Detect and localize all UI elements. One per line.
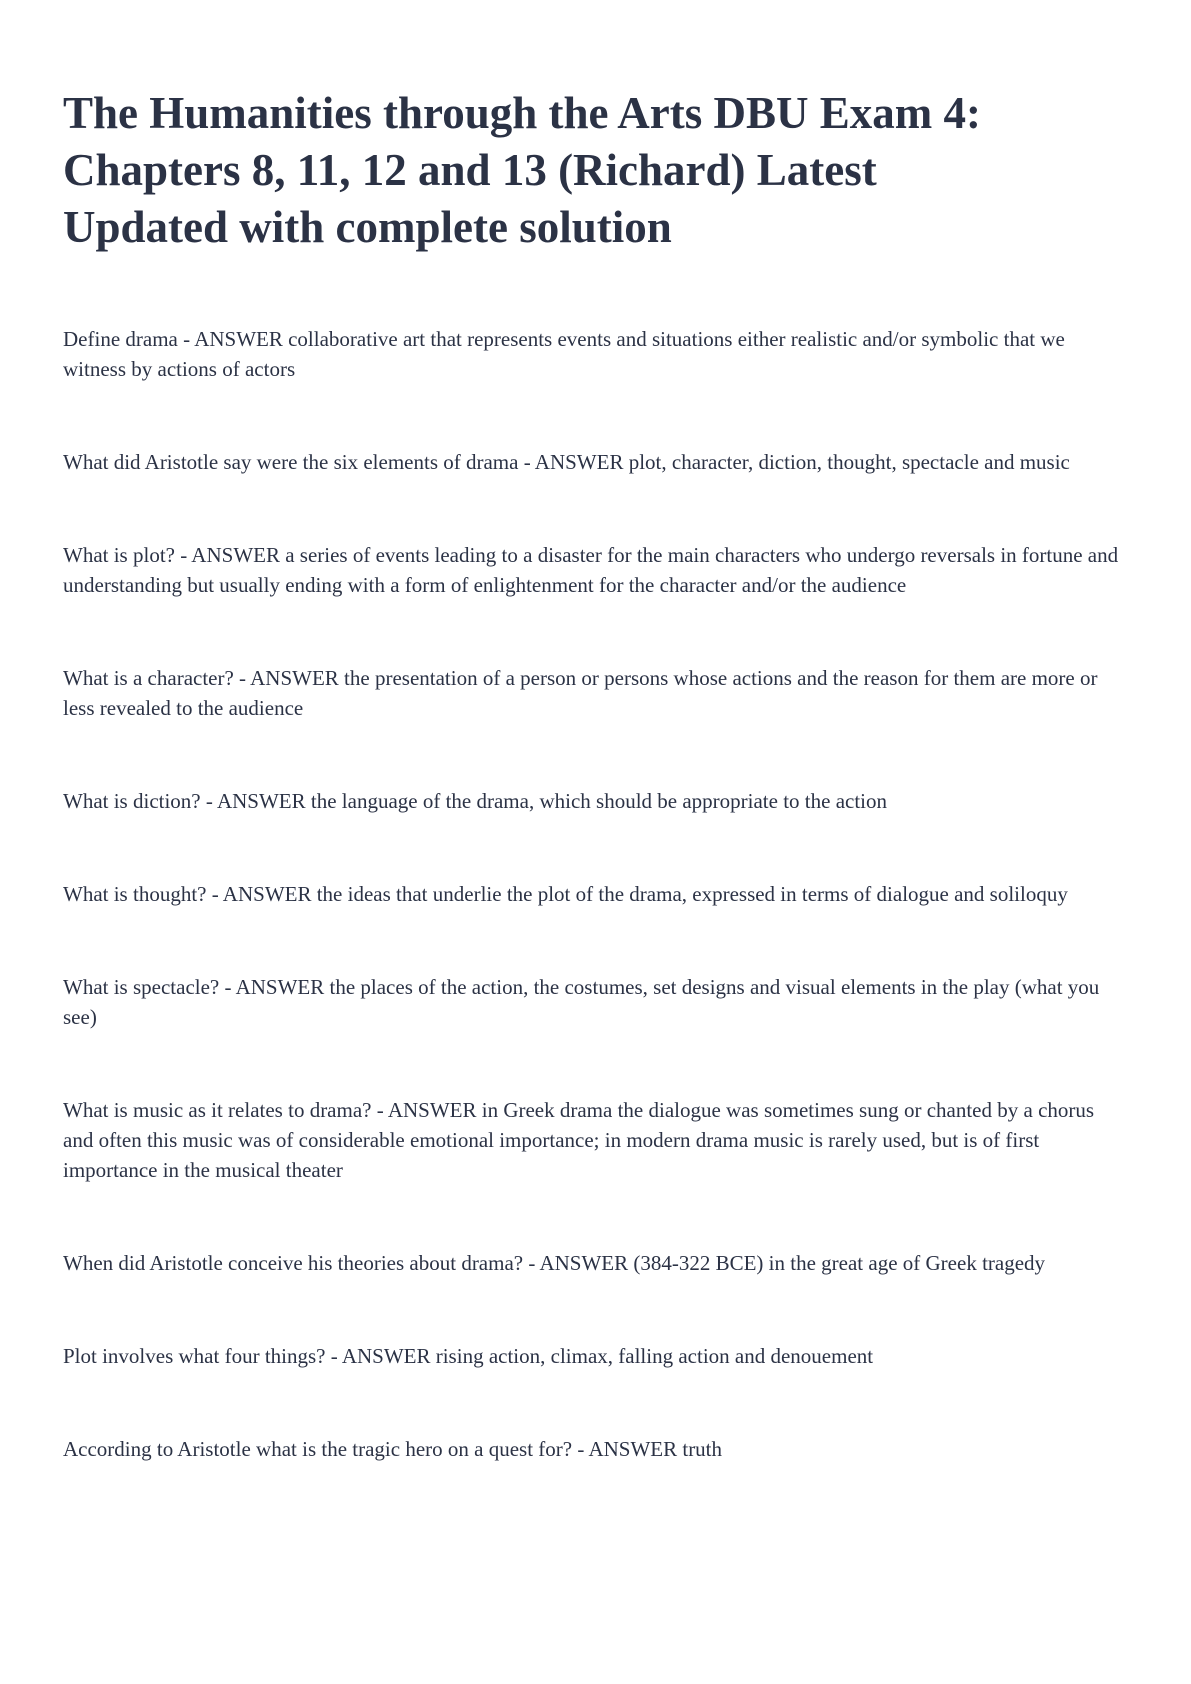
qa-paragraph-what-is-diction: What is diction? - ANSWER the language of the drama, which should be appropriate to the action xyxy=(63,789,888,813)
document-title xyxy=(63,85,1128,256)
qa-paragraph-define-drama: Define drama - ANSWER collaborative art that represents events and situations either realistic and/or symbolic that we witness by actions of actors xyxy=(63,327,1065,381)
qa-paragraph-music-in-drama: What is music as it relates to drama? - ANSWER in Greek drama the dialogue was sometimes sung or chanted by a chorus and often this music was of considerable emotional importance; in modern drama music is rarely used, but is of first importance in the musical theater xyxy=(63,1098,1095,1182)
qa-paragraph-six-elements: What did Aristotle say were the six elements of drama - ANSWER plot, character, diction, thought, spectacle and music xyxy=(63,450,1070,474)
qa-paragraph-plot-four-things: Plot involves what four things? - ANSWER rising action, climax, falling action and denouement xyxy=(63,1344,874,1368)
qa-paragraph-what-is-spectacle: What is spectacle? - ANSWER the places of the action, the costumes, set designs and visual elements in the play (what you see) xyxy=(63,975,1100,1029)
title-line-2: Chapters 8, 11, 12 and 13 (Richard) Latest xyxy=(63,145,877,195)
qa-paragraph-tragic-hero-quest: According to Aristotle what is the tragic hero on a quest for? - ANSWER truth xyxy=(63,1437,723,1461)
qa-paragraph-what-is-thought: What is thought? - ANSWER the ideas that underlie the plot of the drama, expressed in terms of dialogue and soliloquy xyxy=(63,882,1068,906)
qa-paragraph-what-is-plot: What is plot? - ANSWER a series of events leading to a disaster for the main characters who undergo reversals in fortune and understanding but usually ending with a form of enlightenment for the character and/or the audience xyxy=(63,543,1119,597)
title-line-3: Updated with complete solution xyxy=(63,202,672,252)
title-line-1: The Humanities through the Arts DBU Exam 4: xyxy=(63,88,981,138)
qa-paragraph-aristotle-theories: When did Aristotle conceive his theories about drama? - ANSWER (384-322 BCE) in the great age of Greek tragedy xyxy=(63,1251,1046,1275)
qa-paragraph-what-is-character: What is a character? - ANSWER the presentation of a person or persons whose actions and the reason for them are more or less revealed to the audience xyxy=(63,666,1098,720)
